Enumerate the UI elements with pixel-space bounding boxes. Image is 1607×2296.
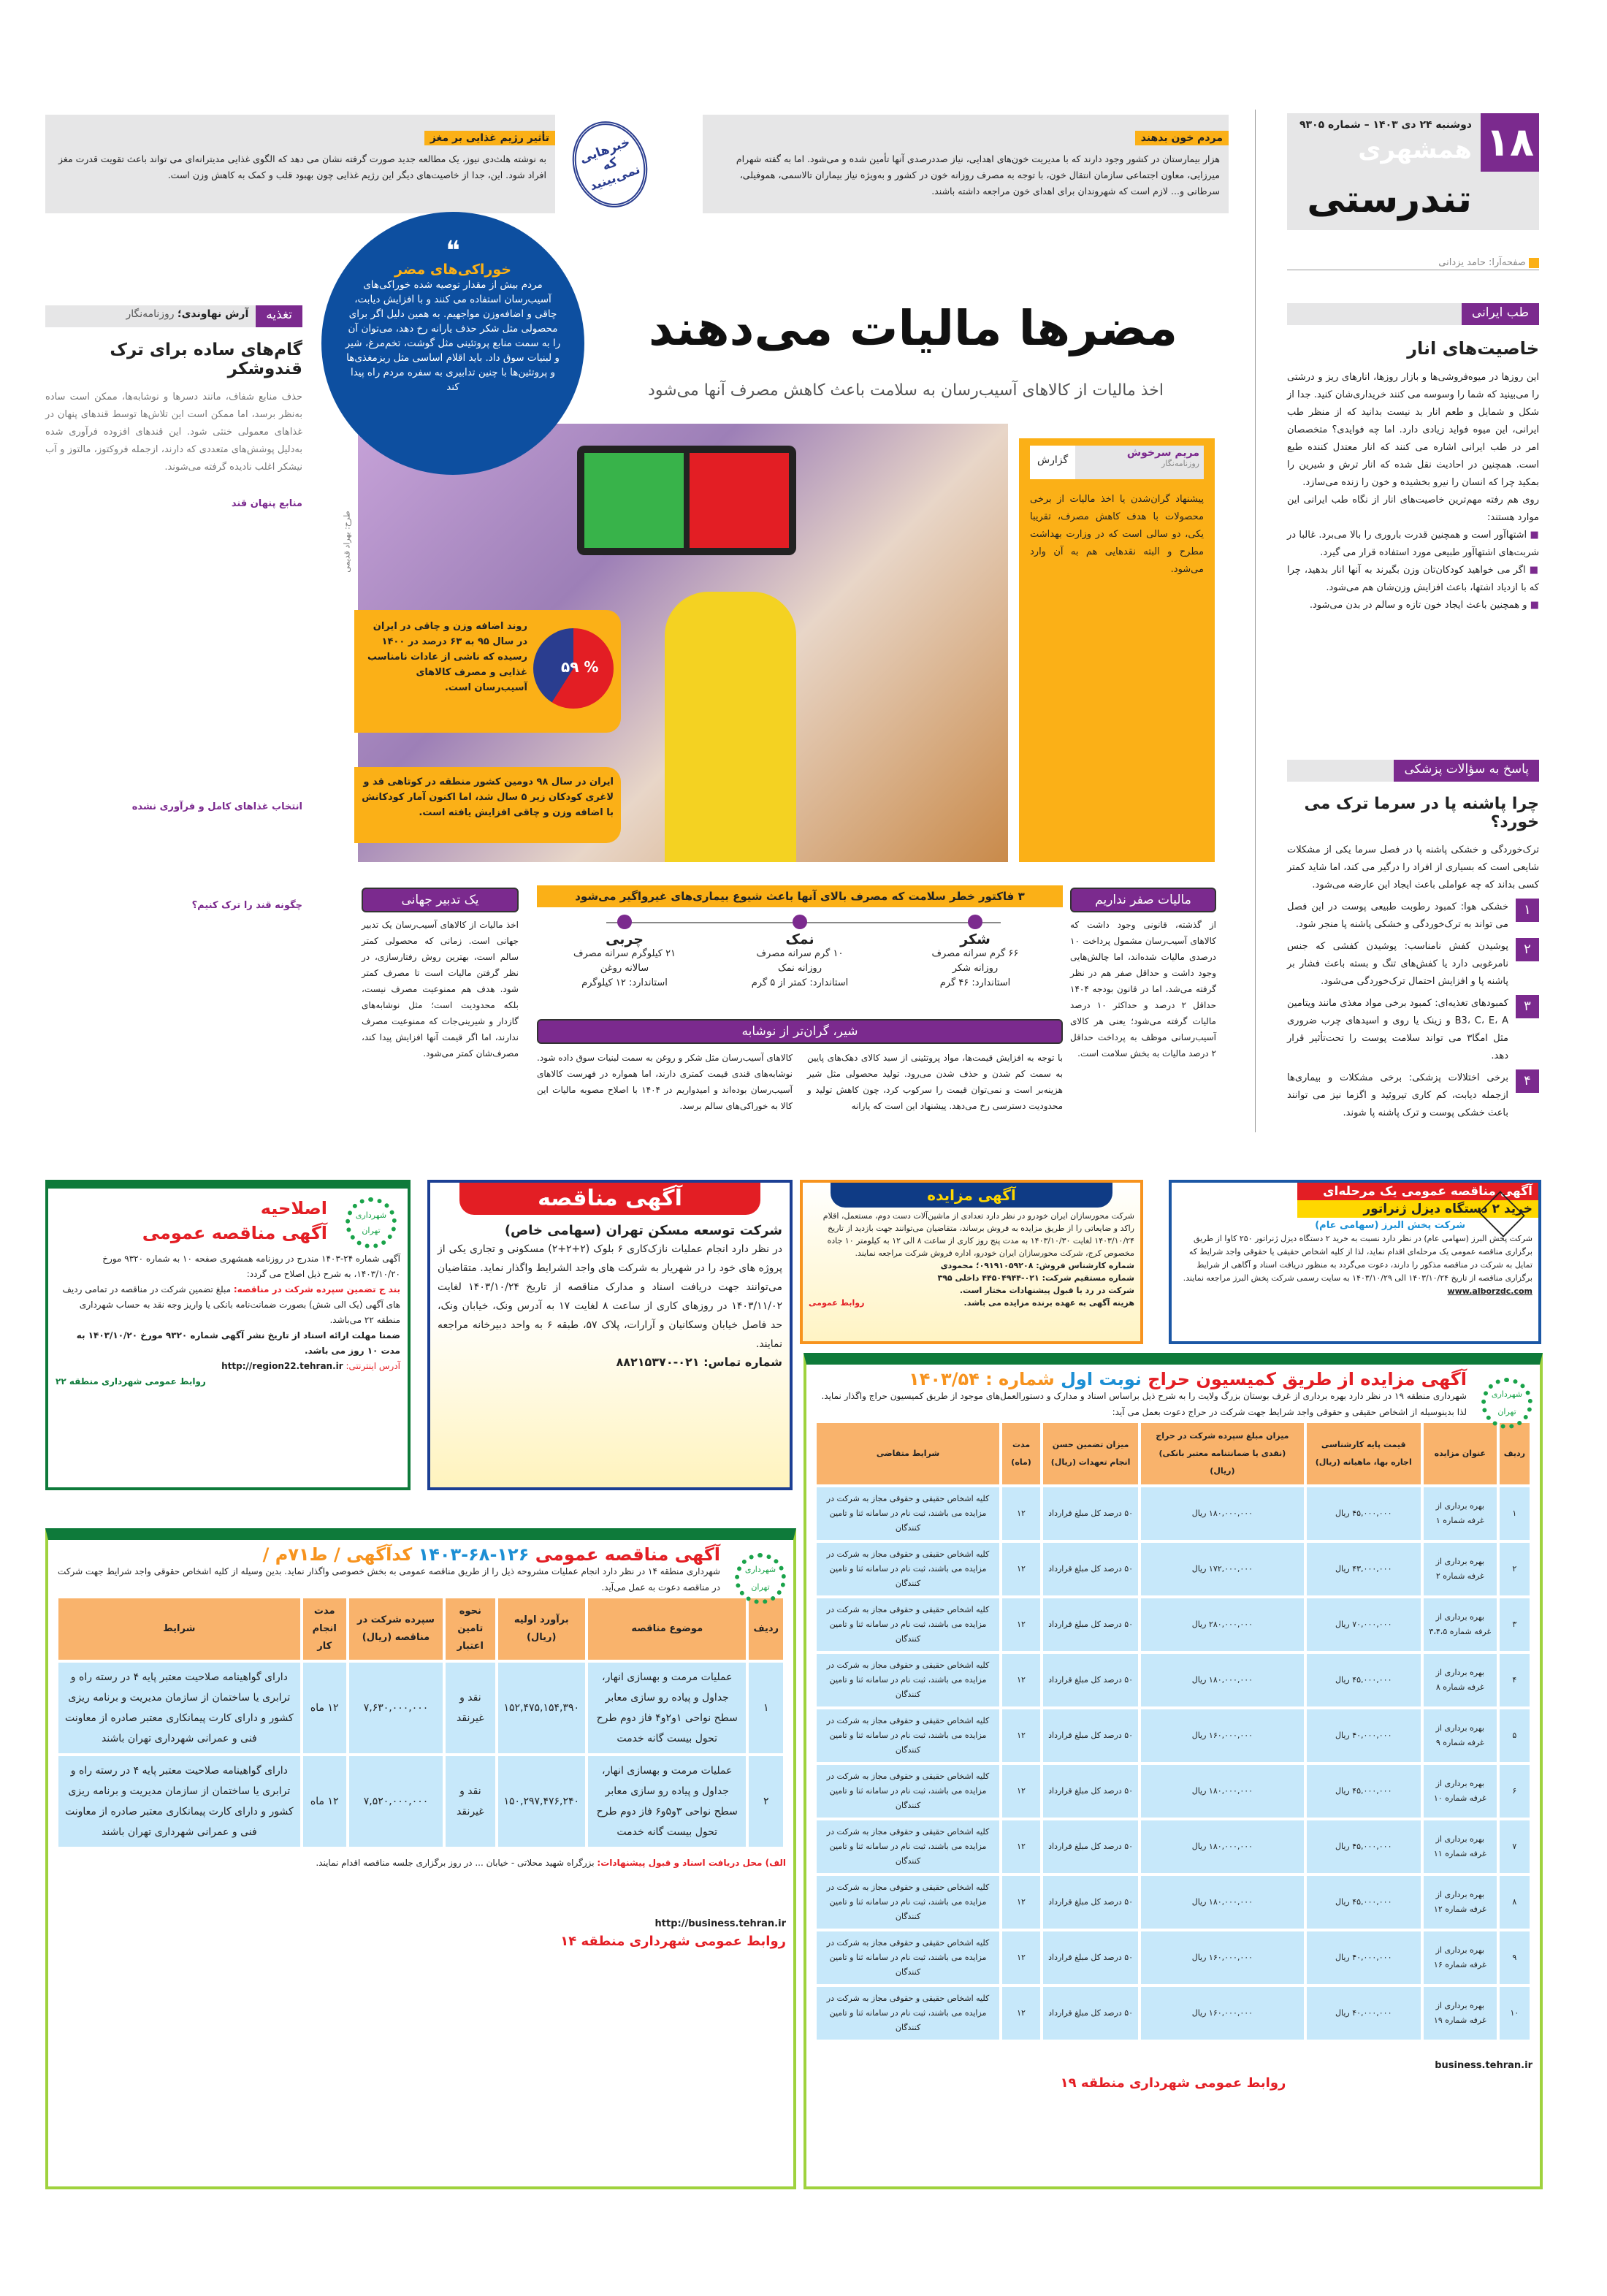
table-cell: ۱۸۰,۰۰۰,۰۰۰ ریال — [1141, 1820, 1303, 1873]
table-cell: ۶ — [1500, 1765, 1530, 1818]
ad-footer: روابط عمومی — [809, 1298, 865, 1308]
table-cell: کلیه اشخاص حقیقی و حقوقی مجاز به شرکت در مزایده می باشند، ثبت نام در سامانه ثنا و تامین کنندگان — [817, 1765, 999, 1818]
table-header: شرایط متقاضی — [817, 1423, 999, 1484]
article-pomegranate — [1287, 303, 1539, 614]
article-title: چرا پاشنه پا در سرما ترک می خورد؟ — [1304, 795, 1539, 831]
sign-board — [577, 446, 796, 555]
auction-table — [814, 1420, 1532, 2043]
report-body: پیشنهاد گران‌شدن یا اخذ مالیات از برخی محصولات با هدف کاهش مصرف، تقریبا یکی، دو سالی است که در وزارت بهداشت مطرح و البته نقدهایی هم به آن وارد می‌شود. — [1030, 494, 1204, 575]
article-lead: روی هم رفته مهم‌ترین خاصیت‌های انار از نگاه طب ایرانی این موارد هستند: — [1287, 495, 1539, 523]
table-cell: ۱۷۲,۰۰۰,۰۰۰ ریال — [1141, 1543, 1303, 1595]
table-cell: بهره برداری از غرفه شماره ۲ — [1424, 1543, 1497, 1595]
table-cell: بهره برداری از غرفه شماره ۱۲ — [1424, 1876, 1497, 1929]
ad-contact: شماره کارشناس فروش: ۰۹۱۹۱۰۵۹۲۰۸؛ محمودی — [940, 1261, 1134, 1270]
article-sugar — [45, 305, 302, 911]
table-cell: ۱۲ — [1002, 1598, 1040, 1651]
table-cell: ۱۰ — [1500, 1987, 1530, 2040]
table-cell: دارای گواهینامه صلاحیت معتبر پایه ۴ در رسته راه و ترابری یا ساختمان از سازمان مدیریت و برنامه ریزی کشور و دارای کارت پیمانکاری معتبر صادره از معاونت فنی و عمرانی شهرداری تهران باشند — [58, 1663, 300, 1753]
ad-footer: روابط عمومی شهرداری منطقه ۲۲ — [56, 1376, 206, 1387]
table-row — [817, 1876, 1530, 1929]
factor-item: نمک ۱۰ گرم سرانه مصرف روزانه نمک استاندارد: کمتر از ۵ گرم — [712, 915, 888, 991]
ad-region14-tender — [45, 1528, 796, 2189]
table-cell: ۱۸۰,۰۰۰,۰۰۰ ریال — [1141, 1487, 1303, 1540]
numbered-item: ۱ خشکی هوا: کمبود رطوبت طبیعی پوست در این فصل می تواند به ترک‌خوردگی و خشکی پاشنه پا منجر شود. — [1287, 899, 1539, 934]
quote-bubble — [321, 212, 584, 475]
table-header: برآورد اولیه (ریال) — [498, 1598, 586, 1660]
ad-text: آگهی شماره ۲۴-۱۴۰۳ مندرج در روزنامه همشهری صفحه ۱۰ به شماره ۹۳۲۰ مورخ ۱۴۰۳/۱۰/۲۰، به شرح ذیل اصلاح می گردد: — [102, 1254, 400, 1279]
table-row — [817, 1820, 1530, 1873]
ad-clause: بند ج تضمین سپرده شرکت در مناقصه: — [233, 1284, 400, 1294]
table-cell: ۱۲ — [1002, 1820, 1040, 1873]
ad-url[interactable]: http://business.tehran.ir — [654, 1918, 786, 1929]
ad-text: شرکت پخش البرز (سهامی عام) در نظر دارد نسبت به خرید ۲ دستگاه دیزل ژنراتور ۲۵۰ کاوا از طریق برگزاری مناقصه عمومی یک مرحله‌ای اقدام نماید، لذا از کلیه اشخاص حقیقی یا حقوقی واجد شرایط که تمایل به شرکت در مناقصه مذکور را دارند، دعوت می‌گردد به منظور دریافت اسناد و آگاهی از شرایط برگزاری مناقصه از تاریخ ۱۴۰۳/۱۰/۲۴ الی ۱۴۰۳/۱۰/۲۹ به سایت رسمی شرکت پخش البرز مراجعه نمایند. — [1183, 1234, 1532, 1283]
quote-title: خوراکی‌های مضر — [394, 262, 511, 278]
table-cell: ۱۲ ماه — [303, 1663, 346, 1753]
ad-address-label: آدرس اینترنتی: — [346, 1361, 400, 1371]
table-row — [817, 1765, 1530, 1818]
column-divider — [1255, 110, 1256, 1132]
table-cell: نقد و غیرنقد — [446, 1663, 495, 1753]
factors-row — [537, 915, 1063, 991]
table-cell: ۲ — [1500, 1543, 1530, 1595]
ad-url[interactable]: business.tehran.ir — [1435, 2060, 1532, 2071]
bullet-item: ■ اگر می خواهید کودکان‌تان وزن بگیرند به آنها انار بدهید، چرا که با ازدیاد اشتها، باعث افزایش وزن‌شان هم می‌شود. — [1287, 562, 1539, 597]
kicker-label: تغذیه — [256, 305, 302, 327]
numbered-item: ۴ برخی اختلالات پزشکی: برخی مشکلات و بیماری‌ها ازجمله دیابت، کم کاری تیروئید و اگزما نیز می توانند باعث خشکی پوست و ترک پاشنه پا شوند. — [1287, 1069, 1539, 1122]
table-cell: بهره برداری از غرفه شماره ۱۹ — [1424, 1987, 1497, 2040]
top-news-right-title: مردم خون بدهند — [1135, 131, 1229, 145]
article-body: این روزها در میوه‌فروشی‌ها و بازار روزها، انارهای ریز و درشتی را می‌بینید که شما را وسوسه می کنند خریداری‌شان کنید. جدا از شکل و شمایل و طعم انار بد نیست بدانید که از منظر طب ایرانی، این میوه فواید زیادی دارد. اما چه فوایدی؟ متخصصان امر در طب ایرانی اشاره می کنند که انار معتدل کننده طبع است. همچنین در احادیث نقل شده که انار ترش و شیرین را بمکید چرا که انسان را نیرو بخشیده و خون را زنده می‌سازد. — [1287, 372, 1539, 488]
table-cell: ۱۵۲,۴۷۵,۱۵۴,۳۹۰ — [498, 1663, 586, 1753]
table-cell: ۴۰,۰۰۰,۰۰۰ ریال — [1307, 1987, 1421, 2040]
top-news-left — [45, 115, 555, 213]
table-cell: ۱ — [1500, 1487, 1530, 1540]
paper-logo: همشهری — [1358, 135, 1472, 164]
table-cell: ۵۰ درصد کل مبلغ قرارداد — [1043, 1543, 1138, 1595]
info-box-children: ایران در سال ۹۸ دومین کشور منطقه در کوتاهی قد و لاغری کودکان زیر ۵ سال شد، اما اکنون آمار کودکانش با اضافه وزن و چاقی افزایش یافته است. — [354, 767, 621, 843]
article-title: خاصیت‌های انار — [1407, 338, 1539, 359]
news-stamp: خبرهایی که نمی‌بینید — [560, 111, 659, 218]
ad-company: شرکت توسعه مسکن تهران (سهامی خاص) — [504, 1223, 782, 1238]
table-cell: ۴۰,۰۰۰,۰۰۰ ریال — [1307, 1931, 1421, 1984]
numbered-item: ۲ پوشیدن کفش نامناسب: پوشیدن کفشی که جنس نامرغوبی دارد یا کفش‌های تنگ و بسته باعث فشار بر پاشنه پا و افزایش احتمال ترک‌خوردگی می‌شود. — [1287, 938, 1539, 991]
box-zero-tax — [1070, 888, 1216, 1061]
table-cell: ۷,۵۲۰,۰۰۰,۰۰۰ — [349, 1756, 443, 1847]
table-cell: ۵۰ درصد کل مبلغ قرارداد — [1043, 1598, 1138, 1651]
box-text: اخذ مالیات از کالاهای آسیب‌رسان یک تدبیر جهانی است. زمانی که محصولی کمتر سالم است، بهترین روش رفتارسازی، در نظر گرفتن مالیات است تا مصرف کمتر شود. هدف هم ممنوعیت مصرف نیست، بلکه محدودیت است؛ مثل نوشابه‌های گازدار و شیرینی‌جات که ممنوعیت مصرف ندارند، اما اگر قیمت آنها افزایش پیدا کند، مصرف‌شان کمتر می‌شود. — [362, 920, 519, 1059]
ad-title: آگهی مزایده از طریق کمیسیون حراج نوبت اول شماره : ۱۴۰۳/۵۴ — [909, 1369, 1467, 1389]
table-cell: ۵۰ درصد کل مبلغ قرارداد — [1043, 1487, 1138, 1540]
table-cell: بهره برداری از غرفه شماره ۱ — [1424, 1487, 1497, 1540]
table-cell: کلیه اشخاص حقیقی و حقوقی مجاز به شرکت در مزایده می باشند، ثبت نام در سامانه ثنا و تامین کنندگان — [817, 1931, 999, 1984]
table-cell: کلیه اشخاص حقیقی و حقوقی مجاز به شرکت در مزایده می باشند، ثبت نام در سامانه ثنا و تامین کنندگان — [817, 1709, 999, 1762]
ad-note: هزینه آگهی به عهده برنده مزایده می باشد. — [963, 1298, 1134, 1308]
tehran-municipality-logo: شهرداری تهران — [735, 1553, 786, 1604]
table-cell: ۴۵,۰۰۰,۰۰۰ ریال — [1307, 1487, 1421, 1540]
table-row — [817, 1543, 1530, 1595]
ad-title: آگهی مناقصه — [459, 1183, 760, 1215]
quote-text: مردم بیش از مقدار توصیه شده خوراکی‌های آسیب‌رسان استفاده می کنند و با افزایش دیابت، چاقی و اضافه‌وزن مواجهیم. به همین دلیل اگر برای محصولی مثل شکر حذف یارانه رخ دهد، می‌توان آن را به سمت منابع پروتئینی مثل گوشت، تخم‌مرغ، شیر و لبنیات سوق داد. باید اقلام اساسی مثل ریزمغذی‌ها و پروتئین‌ها با چنین تدابیری به سفره مردم راه پیدا کند — [345, 279, 561, 393]
kicker-label: طب ایرانی — [1462, 303, 1539, 325]
numbered-item: ۳ کمبودهای تغذیه‌ای: کمبود برخی مواد مغذی مانند ویتامین B3، C، E، A و زینک یا روی و اسیدهای چرب ضروری مثل امگا۳ می تواند سلامت پوست را تحت‌تأثیر قرار دهد. — [1287, 995, 1539, 1065]
table-cell: ۴۵,۰۰۰,۰۰۰ ریال — [1307, 1820, 1421, 1873]
table-cell: ۴ — [1500, 1654, 1530, 1706]
table-cell: ۲۸۰,۰۰۰,۰۰۰ ریال — [1141, 1598, 1303, 1651]
quote-icon: ❝ — [446, 236, 460, 266]
ad-note: شرکت در رد یا قبول پیشنهادات مختار است. — [959, 1286, 1134, 1295]
info-text: روند اضافه وزن و چاقی در ایران در سال ۹۵ به ۶۳ درصد در ۱۴۰۰ رسیده که ناشی از عادات نامناسب غذایی و مصرف کالاهای آسیب‌رسان است. — [367, 621, 527, 693]
kicker-label: پاسخ به سؤالات پزشکی — [1394, 760, 1539, 782]
table-cell: ۱۲ — [1002, 1543, 1040, 1595]
table-row — [817, 1709, 1530, 1762]
table-cell: ۱۶۰,۰۰۰,۰۰۰ ریال — [1141, 1709, 1303, 1762]
table-header: ردیف — [1500, 1423, 1530, 1484]
table-row — [58, 1663, 783, 1753]
issue-date: دوشنبه ۲۴ دی ۱۴۰۳ – شماره ۹۳۰۵ — [1299, 119, 1472, 131]
table-cell: ۵۰ درصد کل مبلغ قرارداد — [1043, 1709, 1138, 1762]
ad-correction — [45, 1180, 411, 1490]
shopper-figure — [665, 592, 796, 862]
tehran-municipality-logo: شهرداری تهران — [346, 1197, 397, 1248]
article-title: گام‌های ساده برای ترک قندوشکر — [110, 340, 302, 378]
ad-footer: روابط عمومی شهرداری منطقه ۱۹ — [1060, 2075, 1286, 2091]
table-cell: ۷ — [1500, 1820, 1530, 1873]
table-cell: ۷,۶۳۰,۰۰۰,۰۰۰ — [349, 1663, 443, 1753]
table-header: ردیف — [749, 1598, 783, 1660]
table-cell: ۸ — [1500, 1876, 1530, 1929]
main-headline: مضرها مالیات می‌دهند — [648, 300, 1178, 356]
ad-phone: شماره تماس: ۰۲۱-۸۸۲۱۵۳۷۰ — [616, 1355, 782, 1369]
box-global — [362, 888, 519, 1061]
masthead — [1287, 113, 1539, 230]
ad-intro: شهرداری منطقه ۱۴ در نظر دارد انجام عملیات مشروحه ذیل را از طریق مناقصه عمومی به بخش خصوصی واگذار نماید. بدین وسیله از کلیه اشخاص حقوقی واجد شرایط جهت شرکت در مناقصه دعوت به عمل می‌آید. — [58, 1566, 720, 1593]
article-body: ترک‌خوردگی و خشکی پاشنه پا در فصل سرما یکی از مشکلات شایعی است که بسیاری از افراد را درگیر می کند، اما شاید کمتر کسی بداند که چه عواملی باعث ایجاد این عارضه می‌شود. — [1287, 844, 1539, 890]
table-header: مدت (ماه) — [1002, 1423, 1040, 1484]
ad-text: در نظر دارد انجام عملیات نازک‌کاری ۶ بلوک (۲+۲+۲) مسکونی و تجاری یکی از پروژه های خود را در شهریار به شرکت های واجد الشرایط واگذار نماید. متقاضیان می‌توانند جهت دریافت اسناد و مدارک مناقصه از تاریخ ۱۴۰۳/۱۰/۲۴ لغایت ۱۴۰۳/۱۱/۰۲ در روزهای کاری از ساعت ۸ لغایت ۱۷ به آدرس ونک، خیابان ونک، حد فاصل خیابان وسکانیان و آرارات، پلاک ۵۷، طبقه ۶ به واحد دبیرخانه مراجعه نمایند. — [438, 1243, 782, 1350]
table-cell: بهره برداری از غرفه شماره ۱۱ — [1424, 1820, 1497, 1873]
ad-title: اصلاحیه — [260, 1198, 327, 1218]
table-cell: ۵۰ درصد کل مبلغ قرارداد — [1043, 1820, 1138, 1873]
top-news-left-text: به نوشته هلث‌دی نیوز، یک مطالعه جدید صورت گرفته نشان می دهد که الگوی غذایی مدیترانه‌ای می تواند باعث تقویت قدرت مغز افراد شود. این، جدا از خاصیت‌های دیگر این رژیم غذایی چون بهبود قلب و کمک به کاهش وزن است. — [58, 153, 546, 180]
ad-company: شرکت پخش البرز (سهامی عام) — [1315, 1220, 1465, 1231]
table-cell: عملیات مرمت و بهسازی انهار، جداول و پیاده رو سازی معابر سطح نواحی ۳و۵و۶ فاز دوم طرح تحول بیست گانه خدمت — [588, 1756, 746, 1847]
table-cell: ۵ — [1500, 1709, 1530, 1762]
table-cell: کلیه اشخاص حقیقی و حقوقی مجاز به شرکت در مزایده می باشند، ثبت نام در سامانه ثنا و تامین کنندگان — [817, 1487, 999, 1540]
top-news-left-title: تأثیر رژیم غذایی بر مغز — [424, 131, 555, 145]
table-cell: ۵۰ درصد کل مبلغ قرارداد — [1043, 1765, 1138, 1818]
table-cell: ۱۸۰,۰۰۰,۰۰۰ ریال — [1141, 1876, 1303, 1929]
box-text: از گذشته، قانونی وجود داشت که کالاهای آسیب‌رسان مشمول پرداخت ۱۰ درصدی مالیات شده‌اند، اما چالش‌هایی وجود داشت و حداقل صفر هم در نظر گرفته می‌شد، اما در قانون بودجه ۱۴۰۴ حداقل ۲ درصد و حداکثر ۱۰ درصد مالیات گرفته می‌شود؛ یعنی هر کالای آسیب‌رسانی موظف به پرداخت حداقل ۲ درصد مالیات به بخش سلامت است. — [1070, 920, 1216, 1059]
table-cell: نقد و غیرنقد — [446, 1756, 495, 1847]
table-cell: ۴۰,۰۰۰,۰۰۰ ریال — [1307, 1709, 1421, 1762]
top-news-right — [703, 115, 1229, 213]
table-cell: کلیه اشخاص حقیقی و حقوقی مجاز به شرکت در مزایده می باشند، ثبت نام در سامانه ثنا و تامین کنندگان — [817, 1543, 999, 1595]
table-cell: ۵۰ درصد کل مبلغ قرارداد — [1043, 1876, 1138, 1929]
table-row — [817, 1931, 1530, 1984]
table-header: نحوه تامین اعتبار — [446, 1598, 495, 1660]
table-cell: ۴۵,۰۰۰,۰۰۰ ریال — [1307, 1876, 1421, 1929]
ad-contact: شماره مستقیم شرکت: ۰۲۱-۴۴۵۰۴۹۴۴ داخلی ۳۹۵ — [937, 1273, 1134, 1283]
ad-intro: شهرداری منطقه ۱۹ در نظر دارد بهره برداری از غرف بوستان بزرگ ولایت را به شرح ذیل براساس اسناد و مدارک و دستورالعمل‌های موجود از طریق کمیسیون حراج واگذار نماید. لذا بدینوسیله از اشخاص حقیقی و حقوقی واجد شرایط جهت شرکت در حراج دعوت بعمل می آید: — [821, 1391, 1467, 1417]
factor-item: شکر ۶۶ گرم سرانه مصرف روزانه شکر استاندارد: ۴۶ گرم — [888, 915, 1063, 991]
ad-note-text: بزرگراه شهید محلاتی - خیابان ... در روز برگزاری جلسه مناقصه اقدام نمایند. — [316, 1858, 595, 1868]
table-cell: عملیات مرمت و بهسازی انهار، جداول و پیاده رو سازی معابر سطح نواحی ۱و۲و۴ فاز دوم طرح تحول بیست گانه خدمت — [588, 1663, 746, 1753]
table-cell: ۱۲ — [1002, 1654, 1040, 1706]
table-cell: بهره برداری از غرفه شماره ۱۰ — [1424, 1765, 1497, 1818]
table-cell: ۱۸۰,۰۰۰,۰۰۰ ریال — [1141, 1654, 1303, 1706]
ad-note-label: الف) محل دریافت اسناد و قبول پیشنهادات: — [597, 1858, 786, 1868]
table-cell: ۳ — [1500, 1598, 1530, 1651]
table-cell: کلیه اشخاص حقیقی و حقوقی مجاز به شرکت در مزایده می باشند، ثبت نام در سامانه ثنا و تامین کنندگان — [817, 1598, 999, 1651]
box-title: مالیات صفر نداریم — [1070, 888, 1216, 912]
table-cell: ۴۵,۰۰۰,۰۰۰ ریال — [1307, 1654, 1421, 1706]
ad-deadline: ضمنا مهلت ارائه اسناد از تاریخ نشر آگهی شماره ۹۳۲۰ مورخ ۱۴۰۳/۱۰/۲۰ به مدت ۱۰ روز می باشد. — [76, 1330, 400, 1356]
report-box — [1019, 438, 1215, 862]
ad-title: آگهی مناقصه عمومی ۱۲۶-۶۸-۱۴۰۳ کدآگهی / ط۷۱م / — [262, 1544, 720, 1565]
pie-percent: ۵۹ % — [561, 658, 599, 676]
table-cell: بهره برداری از غرفه شماره ۸ — [1424, 1654, 1497, 1706]
table-cell: کلیه اشخاص حقیقی و حقوقی مجاز به شرکت در مزایده می باشند، ثبت نام در سامانه ثنا و تامین کنندگان — [817, 1987, 999, 2040]
table-cell: ۱۲ — [1002, 1487, 1040, 1540]
table-header: عنوان مزایده — [1424, 1423, 1497, 1484]
milk-col: کالاهای آسیب‌رسان مثل شکر و روغن به سمت لبنیات سوق داده شود. نوشابه‌های قندی قیمت کمتری دارند، اما همواره در فهرست کالاهای آسیب‌رسان بوده‌اند و امیدواریم در ۱۴۰۴ با اصلاح مصوبه مالیات این کالا به خوراکی‌های سالم برسد. — [537, 1053, 793, 1111]
table-cell: دارای گواهینامه صلاحیت معتبر پایه ۴ در رسته راه و ترابری یا ساختمان از سازمان مدیریت و برنامه ریزی کشور و دارای کارت پیمانکاری معتبر صادره از معاونت فنی و عمرانی شهرداری تهران باشند — [58, 1756, 300, 1847]
table-cell: کلیه اشخاص حقیقی و حقوقی مجاز به شرکت در مزایده می باشند، ثبت نام در سامانه ثنا و تامین کنندگان — [817, 1876, 999, 1929]
table-cell: ۷۰,۰۰۰,۰۰۰ ریال — [1307, 1598, 1421, 1651]
subhead: منابع پنهان قند — [231, 498, 302, 509]
ad-footer: روابط عمومی شهرداری منطقه ۱۴ — [560, 1934, 786, 1949]
milk-col: با توجه به افزایش قیمت‌ها، مواد پروتئینی از سبد کالای دهک‌های پایین به سمت کم شدن و حذف شدن می‌رود. تولید محصولی مثل شیر هزینه‌بر است و نمی‌توان قیمت را سرکوب کرد، چون کاهش تولید و محدودیت دسترسی رخ می‌دهد. پیشنهاد این است که یارانه — [807, 1053, 1063, 1111]
ad-title: آگهی مناقصه عمومی یک مرحله‌ای — [1297, 1183, 1538, 1200]
author-role: روزنامه‌نگار — [126, 308, 175, 320]
table-cell: ۵۰ درصد کل مبلغ قرارداد — [1043, 1654, 1138, 1706]
table-cell: ۱۲ — [1002, 1876, 1040, 1929]
table-header: میزان تضمین حسن انجام تعهدات (ریال) — [1043, 1423, 1138, 1484]
table-cell: ۱۲ — [1002, 1765, 1040, 1818]
ad-subtitle: خرید ۲ دستگاه دیزل ژنراتور — [1297, 1200, 1538, 1218]
table-cell: ۱۲ — [1002, 1931, 1040, 1984]
ad-auction — [800, 1180, 1143, 1344]
junk-food-icon — [690, 453, 789, 548]
table-cell: ۱ — [749, 1663, 783, 1753]
table-row — [817, 1987, 1530, 2040]
table-cell: بهره برداری از غرفه شماره ۹ — [1424, 1709, 1497, 1762]
byline — [1030, 446, 1204, 479]
table-header: مدت انجام کار — [303, 1598, 346, 1660]
table-cell: ۱۲ ماه — [303, 1756, 346, 1847]
table-cell: بهره برداری از غرفه شماره ۱۶ — [1424, 1931, 1497, 1984]
author-name: آرش نهاوندی؛ — [178, 308, 249, 320]
table-cell: ۹ — [1500, 1931, 1530, 1984]
table-cell: ۱۸۰,۰۰۰,۰۰۰ ریال — [1141, 1765, 1303, 1818]
ad-url[interactable]: http://region22.tehran.ir — [221, 1361, 343, 1371]
factors-banner: ۳ فاکتور خطر سلامت که مصرف بالای آنها باعث شیوع بیماری‌های غیرواگیر می‌شود — [537, 885, 1063, 907]
table-header: قیمت پایه کارشناسی اجاره بها، ماهیانه (ریال) — [1307, 1423, 1421, 1484]
table-header: سپرده شرکت در مناقصه (ریال) — [349, 1598, 443, 1660]
table-row — [817, 1487, 1530, 1540]
table-cell: ۱۲ — [1002, 1987, 1040, 2040]
main-subtitle: اخذ مالیات از کالاهای آسیب‌رسان به سلامت باعث کاهش مصرف آنها می‌شود — [648, 381, 1164, 400]
table-cell: ۱۶۰,۰۰۰,۰۰۰ ریال — [1141, 1931, 1303, 1984]
info-box-obesity — [354, 610, 621, 733]
report-label: گزارش — [1030, 446, 1075, 479]
subhead: انتخاب غذاهای کامل و فرآوری نشده — [131, 801, 302, 812]
article-heel — [1287, 760, 1539, 1126]
ad-url[interactable]: www.alborzdc.com — [1447, 1286, 1532, 1296]
table-header: شرایط — [58, 1598, 300, 1660]
page-number: ۱۸ — [1481, 113, 1539, 172]
factor-item: چربی ۲۱ کیلوگرم سرانه مصرف سالانه روغن استاندارد: ۱۲ کیلوگرم — [537, 915, 712, 991]
healthy-food-icon — [584, 453, 684, 548]
table-cell: کلیه اشخاص حقیقی و حقوقی مجاز به شرکت در مزایده می باشند، ثبت نام در سامانه ثنا و تامین کنندگان — [817, 1820, 999, 1873]
ad-text: شرکت محورسازان ایران خودرو در نظر دارد تعدادی از ماشین‌آلات دست دوم، مستعمل، اقلام راکد و ضایعاتی را از طریق مزایده به فروش برساند، متقاضیان می‌توانند جهت بازدید از تاریخ ۱۴۰۳/۱۰/۲۴ لغایت ۱۴۰۳/۱۰/۳۰ به مدت پنج روز کاری از ساعت ۸ الی ۱۲ به کیلومتر ۱۰ جاده مخصوص کرج، شرکت محورسازان ایران خودرو، اداره فروش شرکت مراجعه نمایند. — [822, 1211, 1134, 1258]
table-header: موضوع مناقصه — [588, 1598, 746, 1660]
designer-name: صفحه‌آرا: حامد یزدانی — [1438, 257, 1526, 268]
bullet-item: ■ و همچنین باعث ایجاد خون تازه و سالم در بدن می‌شود. — [1287, 597, 1539, 614]
author-name: مریم سرخوش — [1126, 447, 1199, 459]
table-cell: ۴۵,۰۰۰,۰۰۰ ریال — [1307, 1765, 1421, 1818]
ad-region19-auction — [804, 1353, 1543, 2189]
table-cell: ۵۰ درصد کل مبلغ قرارداد — [1043, 1931, 1138, 1984]
table-cell: بهره برداری از غرفه شماره ۳،۴،۵ — [1424, 1598, 1497, 1651]
bullet-item: ■ اشتهاآور است و همچنین قدرت باروری را بالا می‌برد. غالبا در شربت‌های اشتهاآور طبیعی مورد استفاده قرار می گیرد. — [1287, 527, 1539, 562]
ad-alborz-tender — [1169, 1180, 1541, 1344]
table-cell: ۴۳,۰۰۰,۰۰۰ ریال — [1307, 1543, 1421, 1595]
tender-table — [56, 1595, 786, 1850]
table-cell: کلیه اشخاص حقیقی و حقوقی مجاز به شرکت در مزایده می باشند، ثبت نام در سامانه ثنا و تامین کنندگان — [817, 1654, 999, 1706]
section-title: تندرستی — [1307, 178, 1472, 221]
milk-title: شیر، گران‌تر از نوشابه — [537, 1019, 1063, 1044]
table-cell: ۲ — [749, 1756, 783, 1847]
article-intro: حذف منابع شفاف، مانند دسرها و نوشابه‌ها، ممکن است ساده به‌نظر برسد، اما ممکن است این تلاش‌ها توسط قندهای پنهان در غذاهای معمولی خنثی شود. این قندهای افزوده فرآوری شده به‌دلیل پوشش‌های متعددی که دارند، ازجمله فروکتوز، مالتوز و آب نیشکر اغلب نادیده گرفته می‌شوند. — [45, 392, 302, 473]
table-cell: ۱۵۰,۲۹۷,۴۷۶,۲۴۰ — [498, 1756, 586, 1847]
ad-title: آگهی مزایده — [831, 1183, 1112, 1208]
tehran-municipality-logo: شهرداری تهران — [1481, 1378, 1532, 1429]
table-row — [817, 1654, 1530, 1706]
box-title: یک تدبیر جهانی — [362, 888, 519, 912]
subhead: چگونه قند را ترک کنیم؟ — [191, 900, 302, 911]
ad-maskan-tender — [427, 1180, 793, 1490]
ad-subtitle: آگهی مناقصه عمومی — [142, 1223, 327, 1243]
author-role: روزنامه‌نگار — [1161, 459, 1199, 468]
table-cell: ۵۰ درصد کل مبلغ قرارداد — [1043, 1987, 1138, 2040]
designer-credit — [1287, 257, 1539, 270]
photo-credit: طرح: بهراد قدیمی — [342, 511, 352, 573]
table-row — [817, 1598, 1530, 1651]
milk-section — [537, 1019, 1063, 1114]
table-row — [58, 1756, 783, 1847]
table-cell: ۱۲ — [1002, 1709, 1040, 1762]
top-news-right-text: هزار بیمارستان در کشور وجود دارند که با مدیریت خون‌های اهدایی، نیاز صددرصدی آنها تأمین شده و می‌شود. اما به گفته شهرام میرزایی، معاون اجتماعی سازمان انتقال خون، با توجه به مصرف روزانه خون در کشور و به‌ویژه نیاز بیماران تالاسمی، هموفیلی، سرطانی و... لازم است که شهروندان برای اهدای خون مراجعه داشته باشند. — [736, 153, 1220, 197]
table-cell: ۱۶۰,۰۰۰,۰۰۰ ریال — [1141, 1987, 1303, 2040]
table-header: میزان مبلغ سپرده شرکت در حراج (نقدی یا ضمانتنامه معتبر بانکی) (ریال) — [1141, 1423, 1303, 1484]
ad-clause-text: مبلغ تضمین شرکت در مناقصه در تمامی ردیف های آگهی (یک الی شش) بصورت ضمانت‌نامه بانکی یا واریز وجه نقد به حساب شهرداری منطقه ۲۲ می‌باشد. — [62, 1284, 400, 1325]
